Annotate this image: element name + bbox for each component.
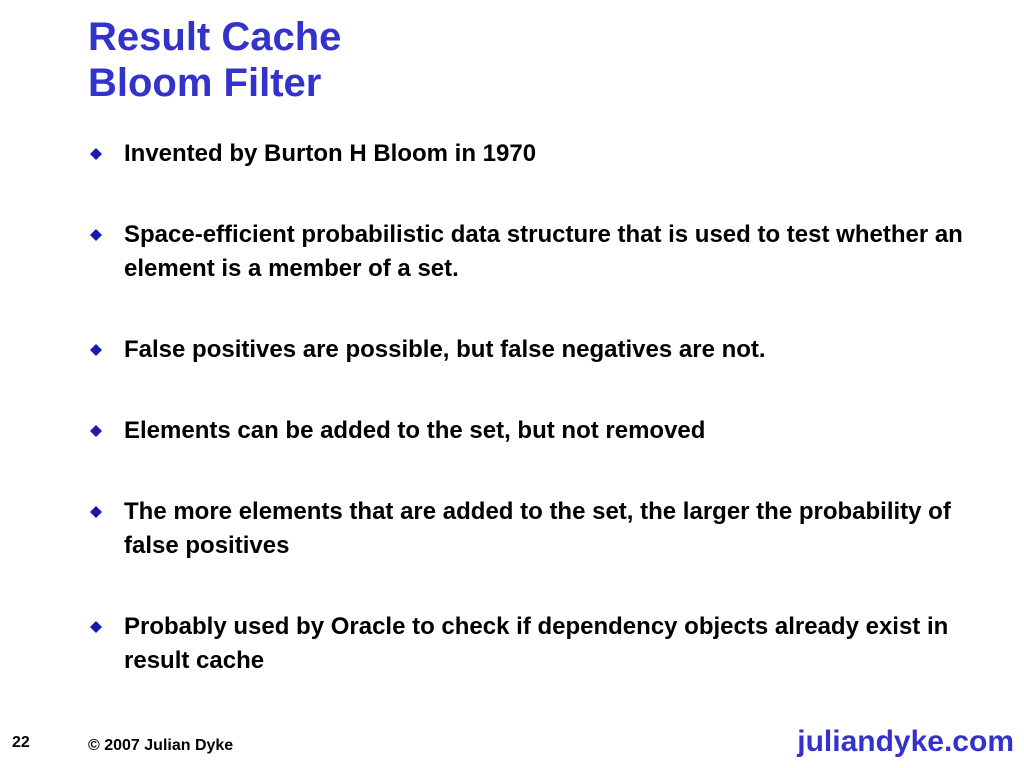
diamond-bullet-icon: [90, 148, 102, 160]
diamond-bullet-icon: [90, 621, 102, 633]
site-logo-text: juliandyke.com: [797, 725, 1014, 758]
diamond-bullet-icon: [90, 229, 102, 241]
title-line-1: Result Cache: [88, 15, 342, 59]
bullet-text: Space-efficient probabilistic data structure that is used to test whether an element is a member of a set.: [124, 221, 963, 282]
bullet-list: [88, 137, 978, 678]
diamond-bullet-icon: [90, 506, 102, 518]
bullet-item: [88, 137, 978, 171]
bullet-item: [88, 495, 978, 563]
bullet-item: [88, 333, 978, 367]
diamond-bullet-icon: [90, 425, 102, 437]
bullet-text: The more elements that are added to the set, the larger the probability of false positives: [124, 498, 951, 559]
bullet-item: [88, 218, 978, 286]
bullet-text: False positives are possible, but false negatives are not.: [124, 336, 766, 363]
title-line-2: Bloom Filter: [88, 61, 322, 105]
bullet-text: Probably used by Oracle to check if dependency objects already exist in result cache: [124, 613, 949, 674]
bullet-text: Elements can be added to the set, but not removed: [124, 417, 706, 444]
bullet-item: [88, 414, 978, 448]
page-number: 22: [12, 734, 30, 751]
slide-title: [88, 14, 341, 106]
copyright-notice: © 2007 Julian Dyke: [88, 737, 234, 754]
bullet-item: [88, 610, 978, 678]
bullet-text: Invented by Burton H Bloom in 1970: [124, 140, 537, 167]
diamond-bullet-icon: [90, 344, 102, 356]
